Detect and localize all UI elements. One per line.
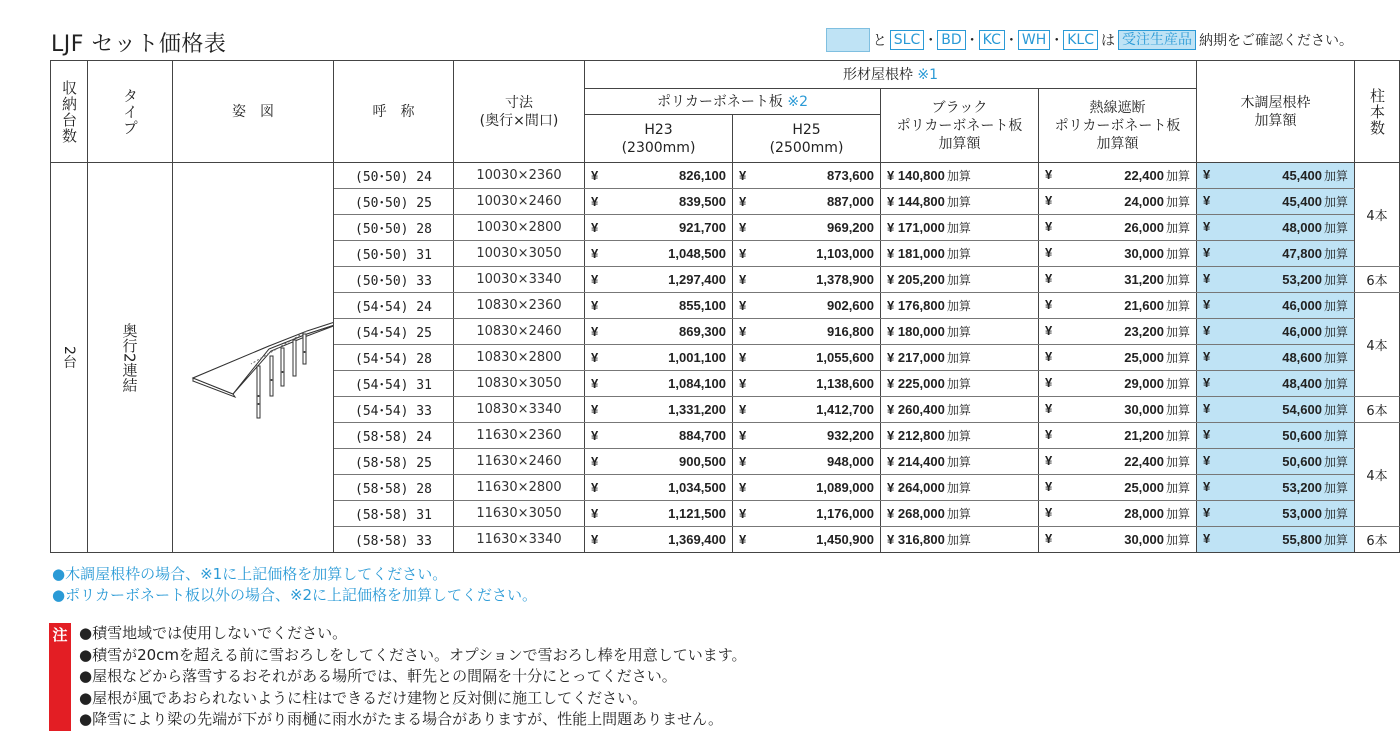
legend-swatch xyxy=(826,28,870,52)
add-black: ¥ 260,400 加算 xyxy=(881,397,1039,423)
price-h23: ¥ 1,084,100 xyxy=(585,371,733,397)
header-wood: 木調屋根枠 加算額 xyxy=(1197,61,1355,163)
header-size: 寸法 (奥行×間口) xyxy=(454,61,585,163)
table-row xyxy=(51,163,1400,189)
add-wood: ¥ 48,000 加算 xyxy=(1197,215,1355,241)
header-black: ブラック ポリカーボネート板 加算額 xyxy=(881,89,1039,163)
price-h25: ¥ 1,412,700 xyxy=(733,397,881,423)
add-heat: ¥ 28,000 加算 xyxy=(1039,501,1197,527)
row-size: 10030×2800 xyxy=(454,215,585,241)
post-count: 6本 xyxy=(1355,527,1400,553)
add-black: ¥ 144,800 加算 xyxy=(881,189,1039,215)
add-heat: ¥ 22,400 加算 xyxy=(1039,449,1197,475)
add-heat: ¥ 24,000 加算 xyxy=(1039,189,1197,215)
add-heat: ¥ 21,600 加算 xyxy=(1039,293,1197,319)
add-wood: ¥ 53,000 加算 xyxy=(1197,501,1355,527)
notes xyxy=(52,564,537,606)
row-name: (50･50) 25 xyxy=(334,189,454,215)
header-roof: 形材屋根枠 ※1 xyxy=(585,61,1197,89)
caution-badge: 注 xyxy=(49,623,71,731)
price-h23: ¥ 1,331,200 xyxy=(585,397,733,423)
row-name: (50･50) 28 xyxy=(334,215,454,241)
row-name: (50･50) 33 xyxy=(334,267,454,293)
row-size: 10030×2360 xyxy=(454,163,585,189)
price-h25: ¥ 887,000 xyxy=(733,189,881,215)
row-name: (58･58) 24 xyxy=(334,423,454,449)
row-name: (58･58) 33 xyxy=(334,527,454,553)
legend-color-slc: SLC xyxy=(890,30,924,50)
add-heat: ¥ 31,200 加算 xyxy=(1039,267,1197,293)
add-wood: ¥ 54,600 加算 xyxy=(1197,397,1355,423)
add-wood: ¥ 48,600 加算 xyxy=(1197,345,1355,371)
caution-item: ●降雪により梁の先端が下がり雨樋に雨水がたまる場合がありますが、性能上問題ありません。 xyxy=(79,710,723,728)
price-h25: ¥ 948,000 xyxy=(733,449,881,475)
caution-box xyxy=(49,623,747,731)
row-size: 10830×2360 xyxy=(454,293,585,319)
add-wood: ¥ 48,400 加算 xyxy=(1197,371,1355,397)
row-size: 10030×3050 xyxy=(454,241,585,267)
row-name: (54･54) 33 xyxy=(334,397,454,423)
price-h25: ¥ 932,200 xyxy=(733,423,881,449)
caution-item: ●屋根などから落雪するおそれがある場所では、軒先との間隔を十分にとってください。 xyxy=(79,667,677,685)
price-h25: ¥ 873,600 xyxy=(733,163,881,189)
row-name: (50･50) 31 xyxy=(334,241,454,267)
row-size: 11630×2800 xyxy=(454,475,585,501)
header-figure: 姿 図 xyxy=(173,61,334,163)
add-heat: ¥ 29,000 加算 xyxy=(1039,371,1197,397)
add-black: ¥ 176,800 加算 xyxy=(881,293,1039,319)
add-wood: ¥ 46,000 加算 xyxy=(1197,293,1355,319)
price-h23: ¥ 1,121,500 xyxy=(585,501,733,527)
add-wood: ¥ 47,800 加算 xyxy=(1197,241,1355,267)
figure-cell xyxy=(173,163,334,553)
add-black: ¥ 181,000 加算 xyxy=(881,241,1039,267)
price-table-body xyxy=(51,163,1400,553)
header-poly: ポリカーボネート板 ※2 xyxy=(585,89,881,115)
add-black: ¥ 140,800 加算 xyxy=(881,163,1039,189)
type-cell: 奥行2連結 xyxy=(88,163,173,553)
row-name: (54･54) 24 xyxy=(334,293,454,319)
header-capacity: 収納台数 xyxy=(51,61,88,163)
header-h25: H25 (2500mm) xyxy=(733,115,881,163)
page-title: LJF セット価格表 xyxy=(51,32,227,57)
add-black: ¥ 171,000 加算 xyxy=(881,215,1039,241)
price-h23: ¥ 839,500 xyxy=(585,189,733,215)
row-name: (58･58) 25 xyxy=(334,449,454,475)
header-posts: 柱本数 xyxy=(1355,61,1400,163)
row-size: 11630×3050 xyxy=(454,501,585,527)
header-heat: 熱線遮断 ポリカーボネート板 加算額 xyxy=(1039,89,1197,163)
legend-color-klc: KLC xyxy=(1063,30,1098,50)
row-name: (58･58) 28 xyxy=(334,475,454,501)
color-legend: と SLC ･ BD ･ KC ･ WH ･ KLC は 受注生産品 納期をご確認ください。 xyxy=(826,28,1353,52)
header-h23: H23 (2300mm) xyxy=(585,115,733,163)
caution-item: ●屋根が風であおられないように柱はできるだけ建物と反対側に施工してください。 xyxy=(79,688,648,707)
add-heat: ¥ 30,000 加算 xyxy=(1039,527,1197,553)
add-heat: ¥ 21,200 加算 xyxy=(1039,423,1197,449)
caution-item: ●積雪が20cmを超える前に雪おろしをしてください。オプションで雪おろし棒を用意しています。 xyxy=(79,645,747,664)
add-wood: ¥ 45,400 加算 xyxy=(1197,163,1355,189)
add-heat: ¥ 25,000 加算 xyxy=(1039,475,1197,501)
price-h23: ¥ 855,100 xyxy=(585,293,733,319)
price-h23: ¥ 1,369,400 xyxy=(585,527,733,553)
legend-wa: は xyxy=(1101,33,1115,49)
price-h25: ¥ 1,176,000 xyxy=(733,501,881,527)
post-count: 4本 xyxy=(1355,163,1400,267)
price-h23: ¥ 1,001,100 xyxy=(585,345,733,371)
row-size: 10030×3340 xyxy=(454,267,585,293)
add-black: ¥ 268,000 加算 xyxy=(881,501,1039,527)
add-wood: ¥ 50,600 加算 xyxy=(1197,423,1355,449)
row-name: (54･54) 31 xyxy=(334,371,454,397)
add-heat: ¥ 23,200 加算 xyxy=(1039,319,1197,345)
add-wood: ¥ 55,800 加算 xyxy=(1197,527,1355,553)
add-heat: ¥ 30,000 加算 xyxy=(1039,397,1197,423)
add-heat: ¥ 30,000 加算 xyxy=(1039,241,1197,267)
row-size: 10830×3050 xyxy=(454,371,585,397)
price-h23: ¥ 900,500 xyxy=(585,449,733,475)
caution-item: ●積雪地域では使用しないでください。 xyxy=(79,624,348,642)
legend-made-to-order: 受注生産品 xyxy=(1118,30,1196,50)
add-black: ¥ 264,000 加算 xyxy=(881,475,1039,501)
add-heat: ¥ 25,000 加算 xyxy=(1039,345,1197,371)
price-h25: ¥ 969,200 xyxy=(733,215,881,241)
add-heat: ¥ 22,400 加算 xyxy=(1039,163,1197,189)
price-h23: ¥ 1,048,500 xyxy=(585,241,733,267)
legend-color-bd: BD xyxy=(937,30,965,50)
row-size: 11630×2360 xyxy=(454,423,585,449)
note-item: ●ポリカーボネート板以外の場合、※2に上記価格を加算してください。 xyxy=(52,586,538,604)
legend-tail: 納期をご確認ください。 xyxy=(1199,33,1353,49)
note-item: ●木調屋根枠の場合、※1に上記価格を加算してください。 xyxy=(52,565,448,583)
row-size: 10030×2460 xyxy=(454,189,585,215)
add-wood: ¥ 53,200 加算 xyxy=(1197,475,1355,501)
row-size: 10830×2460 xyxy=(454,319,585,345)
add-wood: ¥ 46,000 加算 xyxy=(1197,319,1355,345)
post-count: 4本 xyxy=(1355,423,1400,527)
add-heat: ¥ 26,000 加算 xyxy=(1039,215,1197,241)
price-h25: ¥ 902,600 xyxy=(733,293,881,319)
price-h25: ¥ 1,055,600 xyxy=(733,345,881,371)
row-name: (50･50) 24 xyxy=(334,163,454,189)
price-h23: ¥ 884,700 xyxy=(585,423,733,449)
legend-color-kc: KC xyxy=(979,30,1005,50)
price-h25: ¥ 916,800 xyxy=(733,319,881,345)
price-h25: ¥ 1,138,600 xyxy=(733,371,881,397)
add-black: ¥ 212,800 加算 xyxy=(881,423,1039,449)
add-black: ¥ 205,200 加算 xyxy=(881,267,1039,293)
add-black: ¥ 225,000 加算 xyxy=(881,371,1039,397)
carport-figure xyxy=(173,276,333,436)
price-table xyxy=(50,60,1400,553)
row-name: (54･54) 28 xyxy=(334,345,454,371)
add-black: ¥ 316,800 加算 xyxy=(881,527,1039,553)
add-wood: ¥ 53,200 加算 xyxy=(1197,267,1355,293)
header-name: 呼 称 xyxy=(334,61,454,163)
price-h25: ¥ 1,103,000 xyxy=(733,241,881,267)
price-h25: ¥ 1,450,900 xyxy=(733,527,881,553)
row-size: 11630×2460 xyxy=(454,449,585,475)
post-count: 6本 xyxy=(1355,267,1400,293)
price-h23: ¥ 826,100 xyxy=(585,163,733,189)
capacity-cell: 2台 xyxy=(51,163,88,553)
price-h23: ¥ 1,297,400 xyxy=(585,267,733,293)
price-h25: ¥ 1,089,000 xyxy=(733,475,881,501)
row-size: 10830×3340 xyxy=(454,397,585,423)
add-wood: ¥ 45,400 加算 xyxy=(1197,189,1355,215)
header-type: タイプ xyxy=(88,61,173,163)
price-h23: ¥ 869,300 xyxy=(585,319,733,345)
add-wood: ¥ 50,600 加算 xyxy=(1197,449,1355,475)
add-black: ¥ 214,400 加算 xyxy=(881,449,1039,475)
row-size: 10830×2800 xyxy=(454,345,585,371)
row-name: (58･58) 31 xyxy=(334,501,454,527)
post-count: 4本 xyxy=(1355,293,1400,397)
legend-color-wh: WH xyxy=(1018,30,1050,50)
add-black: ¥ 217,000 加算 xyxy=(881,345,1039,371)
price-h25: ¥ 1,378,900 xyxy=(733,267,881,293)
row-name: (54･54) 25 xyxy=(334,319,454,345)
post-count: 6本 xyxy=(1355,397,1400,423)
add-black: ¥ 180,000 加算 xyxy=(881,319,1039,345)
price-h23: ¥ 921,700 xyxy=(585,215,733,241)
row-size: 11630×3340 xyxy=(454,527,585,553)
legend-to: と xyxy=(872,33,887,49)
price-h23: ¥ 1,034,500 xyxy=(585,475,733,501)
